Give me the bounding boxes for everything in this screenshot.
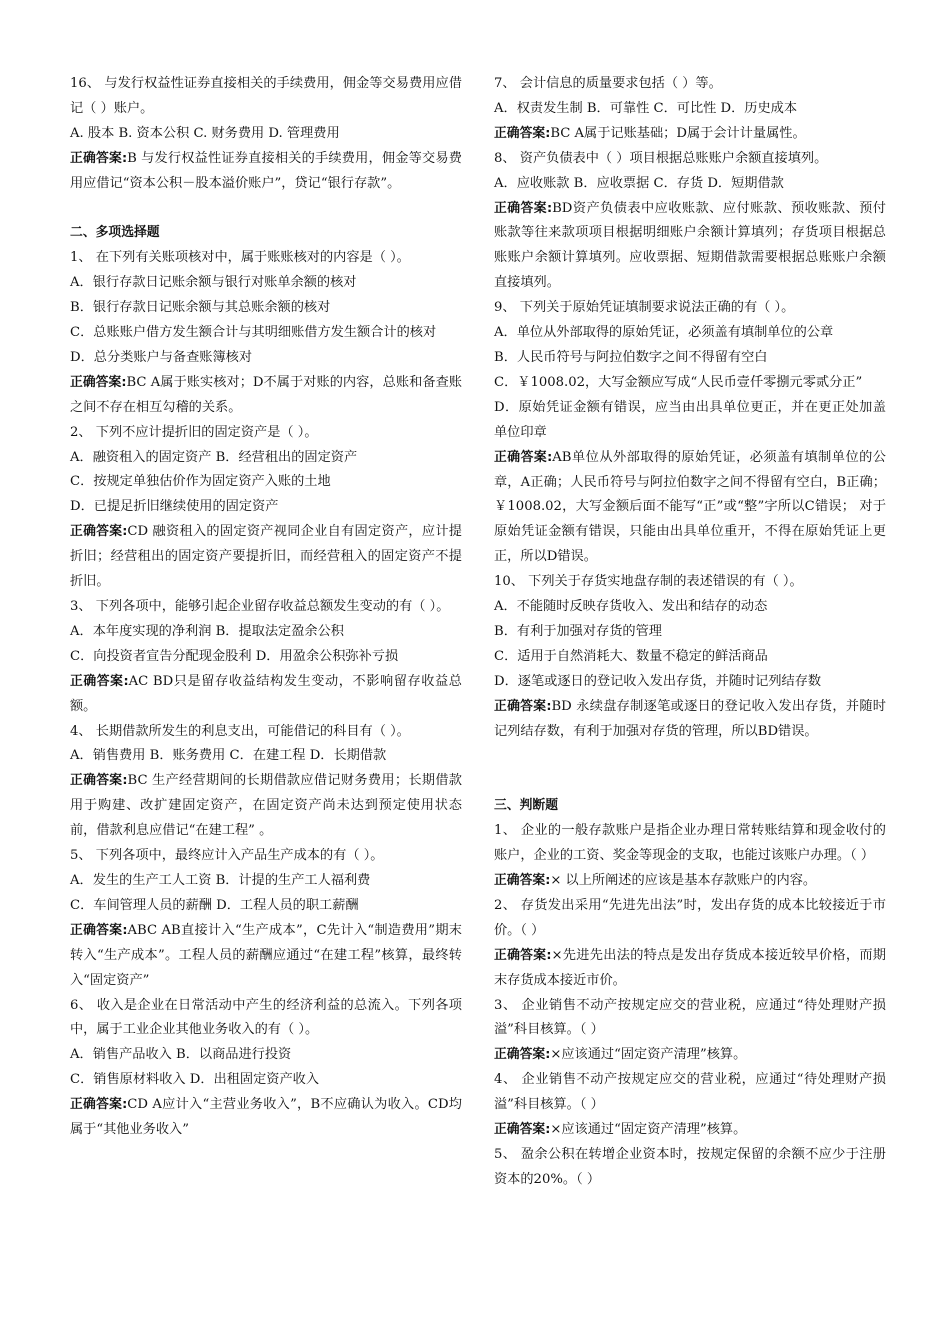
- tf-question-4-stem: 4、 企业销售不动产按规定应交的营业税，应通过“待处理财产损溢”科目核算。（ ）: [494, 1072, 886, 1113]
- mc-question-6-answer: [70, 1093, 462, 1143]
- mc-question-9-option-c: C．￥1008.02，大写金额应写成“人民币壹仟零捌元零贰分正”: [494, 374, 863, 390]
- mc-question-8-stem: 8、 资产负债表中（ ）项目根据总账账户余额直接填列。: [494, 150, 828, 166]
- section-title-multiple-choice: 二、多项选择题: [70, 225, 160, 241]
- mc-question-1-option-a: A．银行存款日记账余额与银行对账单余额的核对: [70, 275, 357, 291]
- mc-question-7-stem: 7、 会计信息的质量要求包括（ ）等。: [494, 76, 722, 91]
- mc-question-2-option-ab: A．融资租入的固定资产 B．经营租出的固定资产: [70, 449, 358, 465]
- mc-question-8-answer: [494, 197, 886, 297]
- answer-text: ABC AB直接计入“生产成本”，C先计入“制造费用”期末转入“生产成本”。工程人员的薪酬应通过“在建工程”核算，最终转入“固定资产”: [70, 922, 462, 988]
- answer-text: ×应该通过“固定资产清理”核算。: [550, 1047, 747, 1063]
- mc-question-5-option-cd: C．车间管理人员的薪酬 D．工程人员的职工薪酬: [70, 897, 359, 913]
- answer-label: 正确答案:: [494, 1122, 551, 1138]
- answer-label: 正确答案:: [494, 1047, 551, 1063]
- answer-text: AB单位从外部取得的原始凭证，必须盖有填制单位的公章，A正确；人民币符号与阿拉伯数字之间不得留有空白，B正确；￥1008.02，大写金额后面不能写“正”或“整”字所以C错误； 对于原始凭证金额有错误，只能由出具单位重开，不得在原始凭证上更正，所以D错误。: [494, 449, 886, 565]
- answer-text: BD 永续盘存制逐笔或逐日的登记收入发出存货，并随时记列结存数，有利于加强对存货的管理，所以BD错误。: [494, 698, 886, 739]
- mc-question-4-stem: 4、 长期借款所发生的利息支出，可能借记的科目有（ ）。: [70, 723, 410, 739]
- answer-label: 正确答案:: [70, 922, 128, 938]
- mc-question-3-option-ab: A．本年度实现的净利润 B．提取法定盈余公积: [70, 623, 344, 639]
- tf-question-5-stem: 5、 盈余公积在转增企业资本时，按规定保留的余额不应少于注册资本的20%。（ ）: [494, 1146, 886, 1187]
- mc-question-9-option-b: B．人民币符号与阿拉伯数字之间不得留有空白: [494, 349, 768, 365]
- mc-question-2-stem: 2、 下列不应计提折旧的固定资产是（ ）。: [70, 424, 318, 440]
- answer-text: BC A属于记账基础；D属于会计计量属性。: [550, 125, 806, 141]
- answer-label: 正确答案:: [70, 524, 128, 540]
- answer-label: 正确答案:: [70, 773, 128, 789]
- answer-label: 正确答案:: [494, 947, 552, 963]
- answer-label: 正确答案:: [494, 698, 552, 714]
- tf-question-1-stem: 1、 企业的一般存款账户是指企业办理日常转账结算和现金收付的账户，企业的工资、奖金等现金的支取，也能过该账户办理。（ ）: [494, 823, 886, 864]
- mc-question-6-option-cd: C．销售原材料收入 D．出租固定资产收入: [70, 1072, 320, 1088]
- answer-label: 正确答案:: [494, 872, 551, 888]
- answer-label: 正确答案:: [494, 125, 551, 141]
- question-16-stem: 16、 与发行权益性证券直接相关的手续费用，佣金等交易费用应借记（ ）账户。: [70, 76, 462, 116]
- mc-question-1-option-c: C．总账账户借方发生额合计与其明细账借方发生额合计的核对: [70, 325, 437, 341]
- mc-question-10-option-d: D．逐笔或逐日的登记收入发出存货，并随时记列结存数: [494, 673, 822, 689]
- tf-question-3-answer: [494, 1043, 886, 1068]
- mc-question-6-stem: 6、 收入是企业在日常活动中产生的经济利益的总流入。下列各项中，属于工业企业其他业务收入的有（ ）。: [70, 997, 462, 1038]
- mc-question-4-answer: [70, 769, 462, 844]
- tf-question-1-answer: [494, 869, 886, 894]
- answer-text: BD资产负债表中应收账款、应付账款、预收账款、预付账款等往来款项项目根据明细账户余额计算填列；存货项目根据总账账户余额计算填列。应收票据、短期借款需要根据总账账户余额直接填列。: [494, 200, 886, 291]
- answer-label: 正确答案:: [494, 200, 553, 216]
- mc-question-9-option-d: D．原始凭证金额有错误，应当由出具单位更正，并在更正处加盖单位印章: [494, 399, 886, 440]
- mc-question-1-option-b: B．银行存款日记账余额与其总账余额的核对: [70, 300, 331, 316]
- mc-question-5-answer: [70, 919, 462, 994]
- section-title-true-false: 三、判断题: [494, 798, 558, 814]
- mc-question-3-answer: [70, 670, 462, 720]
- answer-text: B 与发行权益性证券直接相关的手续费用，佣金等交易费用应借记“资本公积－股本溢价账户”，贷记“银行存款”。: [70, 150, 462, 191]
- mc-question-9-option-a: A．单位从外部取得的原始凭证，必须盖有填制单位的公章: [494, 325, 834, 341]
- mc-question-10-answer: [494, 695, 886, 745]
- answer-label: 正确答案:: [70, 1097, 128, 1113]
- mc-question-4-options: A．销售费用 B．账务费用 C．在建工程 D．长期借款: [70, 748, 387, 764]
- spacer: [70, 197, 462, 222]
- mc-question-2-option-c: C．按规定单独估价作为固定资产入账的土地: [70, 474, 331, 490]
- mc-question-9-answer: [494, 446, 886, 571]
- mc-question-2-option-d: D．已提足折旧继续使用的固定资产: [70, 499, 279, 515]
- tf-question-2-answer: [494, 944, 886, 994]
- answer-text: × 以上所阐述的应该是基本存款账户的内容。: [550, 872, 817, 888]
- question-16-answer: [70, 147, 462, 197]
- mc-question-1-stem: 1、 在下列有关账项核对中，属于账账核对的内容是（ ）。: [70, 250, 410, 266]
- mc-question-2-answer: [70, 520, 462, 595]
- answer-text: CD A应计入“主营业务收入”，B不应确认为收入。CD均属于“其他业务收入”: [70, 1097, 462, 1138]
- mc-question-10-option-c: C．适用于自然消耗大、数量不稳定的鲜活商品: [494, 648, 768, 664]
- answer-label: 正确答案:: [494, 449, 553, 465]
- answer-label: 正确答案:: [70, 374, 127, 390]
- spacer: [494, 769, 886, 794]
- answer-label: 正确答案:: [70, 673, 129, 689]
- tf-question-3-stem: 3、 企业销售不动产按规定应交的营业税，应通过“待处理财产损溢”科目核算。（ ）: [494, 997, 886, 1038]
- left-column: [70, 72, 462, 1143]
- mc-question-10-stem: 10、 下列关于存货实地盘存制的表述错误的有（ ）。: [494, 574, 803, 590]
- answer-text: ×先进先出法的特点是发出存货成本接近较早价格，而期末存货成本接近市价。: [494, 947, 886, 988]
- spacer: [494, 744, 886, 769]
- mc-question-10-option-b: B．有利于加强对存货的管理: [494, 623, 662, 639]
- mc-question-6-option-ab: A．销售产品收入 B．以商品进行投资: [70, 1047, 292, 1063]
- mc-question-7-options: A．权责发生制 B．可靠性 C．可比性 D．历史成本: [494, 100, 798, 116]
- mc-question-3-stem: 3、 下列各项中，能够引起企业留存收益总额发生变动的有（ ）。: [70, 599, 450, 615]
- mc-question-7-answer: [494, 122, 886, 147]
- question-16-options: A. 股本 B. 资本公积 C. 财务费用 D. 管理费用: [70, 125, 340, 141]
- answer-text: AC BD只是留存收益结构发生变动，不影响留存收益总额。: [70, 673, 462, 714]
- mc-question-8-options: A．应收账款 B．应收票据 C．存货 D．短期借款: [494, 175, 784, 191]
- mc-question-5-option-ab: A．发生的生产工人工资 B．计提的生产工人福利费: [70, 872, 371, 888]
- mc-question-10-option-a: A．不能随时反映存货收入、发出和结存的动态: [494, 599, 768, 615]
- mc-question-1-option-d: D．总分类账户与备查账簿核对: [70, 349, 253, 365]
- right-column: [494, 72, 886, 1193]
- answer-text: CD 融资租入的固定资产视同企业自有固定资产，应计提折旧；经营租出的固定资产要提折旧，而经营租入的固定资产不提折旧。: [70, 524, 462, 590]
- answer-label: 正确答案:: [70, 150, 128, 166]
- answer-text: BC A属于账实核对；D不属于对账的内容，总账和备查账之间不存在相互勾稽的关系。: [70, 374, 462, 415]
- answer-text: ×应该通过“固定资产清理”核算。: [550, 1122, 747, 1138]
- tf-question-2-stem: 2、 存货发出采用“先进先出法”时，发出存货的成本比较接近于市价。（ ）: [494, 897, 886, 938]
- mc-question-1-answer: [70, 371, 462, 421]
- mc-question-3-option-cd: C．向投资者宣告分配现金股利 D．用盈余公积弥补亏损: [70, 648, 399, 664]
- mc-question-9-stem: 9、 下列关于原始凭证填制要求说法正确的有（ ）。: [494, 300, 795, 316]
- mc-question-5-stem: 5、 下列各项中，最终应计入产品生产成本的有（ ）。: [70, 848, 384, 864]
- tf-question-4-answer: [494, 1118, 886, 1143]
- answer-text: BC 生产经营期间的长期借款应借记财务费用；长期借款用于购建、改扩建固定资产，在固定资产尚未达到预定使用状态前，借款利息应借记“在建工程” 。: [70, 773, 462, 839]
